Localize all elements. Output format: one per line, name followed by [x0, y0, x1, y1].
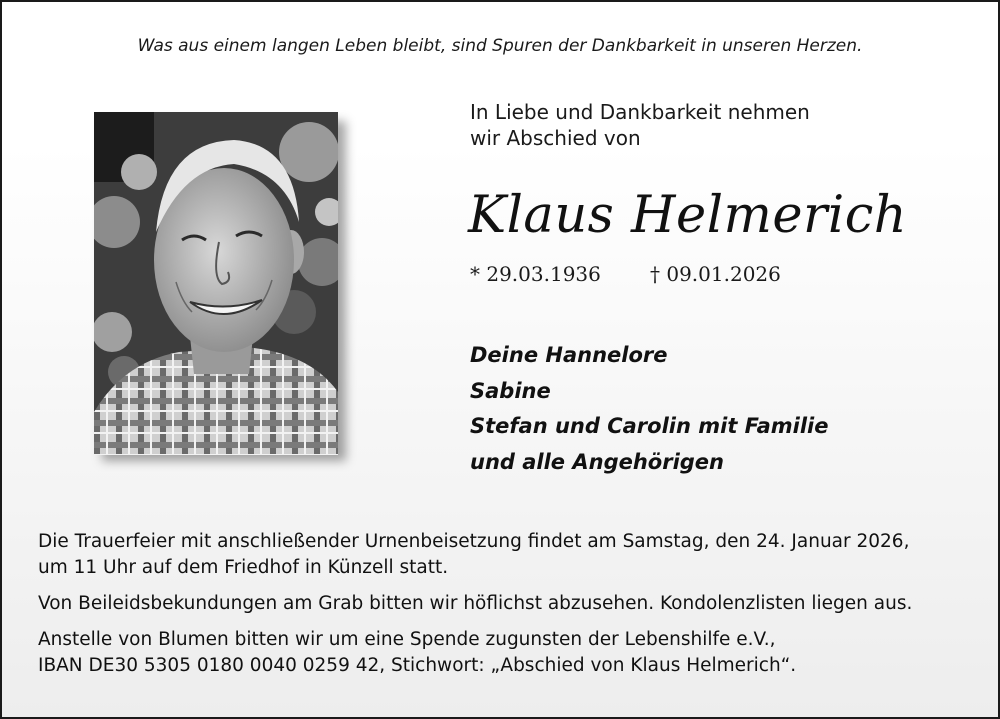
donation-line: Anstelle von Blumen bitten wir um eine Spende zugunsten der Lebenshilfe e.V., [38, 629, 776, 650]
service-information [38, 529, 978, 689]
mourners-list [470, 338, 829, 480]
mourner: und alle Angehörigen [470, 449, 724, 474]
ceremony-line: Die Trauerfeier mit anschließender Urnenbeisetzung findet am Samstag, den 24. Januar 2026, [38, 531, 910, 552]
intro-line: In Liebe und Dankbarkeit nehmen [470, 100, 810, 124]
mourner: Stefan und Carolin mit Familie [470, 414, 829, 438]
motto: Was aus einem langen Leben bleibt, sind Spuren der Dankbarkeit in unseren Herzen. [137, 36, 863, 56]
donation-line: IBAN DE30 5305 0180 0040 0259 42, Stichwort: „Abschied von Klaus Helmerich“. [38, 655, 797, 676]
birth-date: * 29.03.1936 [470, 262, 601, 286]
intro-line: wir Abschied von [470, 126, 641, 150]
portrait-photo [94, 112, 338, 455]
life-dates [470, 262, 781, 286]
deceased-name: Klaus Helmerich [468, 186, 908, 245]
intro-text [470, 99, 810, 151]
mourner: Sabine [470, 378, 551, 403]
condolences-paragraph [38, 591, 978, 617]
ceremony-paragraph [38, 529, 978, 581]
donation-paragraph [38, 627, 978, 679]
mourner: Deine Hannelore [470, 343, 668, 367]
ceremony-line: um 11 Uhr auf dem Friedhof in Künzell statt. [38, 557, 449, 578]
condolences-line: Von Beileidsbekundungen am Grab bitten wir höflichst abzusehen. Kondolenzlisten liegen aus. [38, 593, 913, 614]
death-date: † 09.01.2026 [650, 262, 781, 286]
